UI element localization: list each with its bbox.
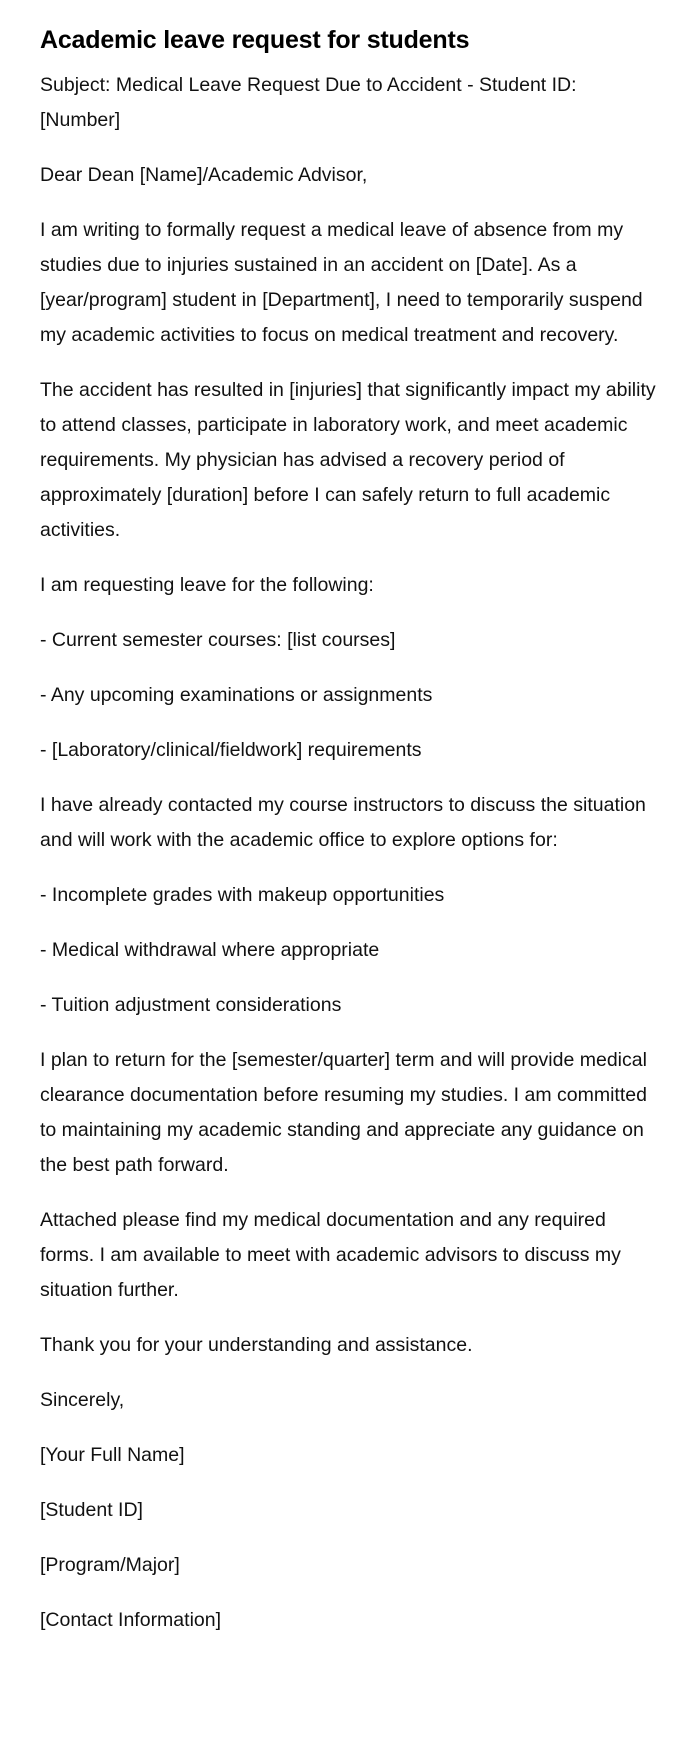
options-list-item: - Tuition adjustment considerations bbox=[40, 994, 342, 1016]
options-list-item: - Medical withdrawal where appropriate bbox=[40, 939, 380, 961]
salutation: Dear Dean [Name]/Academic Advisor, bbox=[40, 164, 368, 186]
subject-line: Subject: Medical Leave Request Due to Accident - Student ID: [Number] bbox=[40, 74, 577, 131]
body-paragraph-attachments: Attached please find my medical documentation and any required forms. I am available to meet with academic advisors to discuss my situation further. bbox=[40, 1209, 621, 1301]
body-paragraph-intro: I am writing to formally request a medical leave of absence from my studies due to injuries sustained in an accident on [Date]. As a [year/program] student in [Department], I need to temporarily suspend my academic activities to focus on medical treatment and recovery. bbox=[40, 219, 643, 346]
request-list-item: - [Laboratory/clinical/fieldwork] requirements bbox=[40, 739, 422, 761]
closing-thanks: Thank you for your understanding and assistance. bbox=[40, 1334, 473, 1356]
signature-program: [Program/Major] bbox=[40, 1554, 180, 1576]
signature-contact: [Contact Information] bbox=[40, 1609, 222, 1631]
signature-name: [Your Full Name] bbox=[40, 1444, 185, 1466]
body-paragraph-return: I plan to return for the [semester/quarter] term and will provide medical clearance documentation before resuming my studies. I am committed to maintaining my academic standing and appreciate any guidance on the best path forward. bbox=[40, 1049, 647, 1176]
options-list-item: - Incomplete grades with makeup opportunities bbox=[40, 884, 445, 906]
document-title: Academic leave request for students bbox=[40, 26, 470, 54]
options-intro: I have already contacted my course instructors to discuss the situation and will work with the academic office to explore options for: bbox=[40, 794, 646, 851]
body-paragraph-impact: The accident has resulted in [injuries] that significantly impact my ability to attend classes, participate in laboratory work, and meet academic requirements. My physician has advised a recovery period of approximately [duration] before I can safely return to full academic activities. bbox=[40, 379, 656, 541]
request-intro: I am requesting leave for the following: bbox=[40, 574, 374, 596]
request-list-item: - Any upcoming examinations or assignments bbox=[40, 684, 433, 706]
request-list-item: - Current semester courses: [list courses] bbox=[40, 629, 396, 651]
sign-off: Sincerely, bbox=[40, 1389, 125, 1411]
signature-student-id: [Student ID] bbox=[40, 1499, 143, 1521]
